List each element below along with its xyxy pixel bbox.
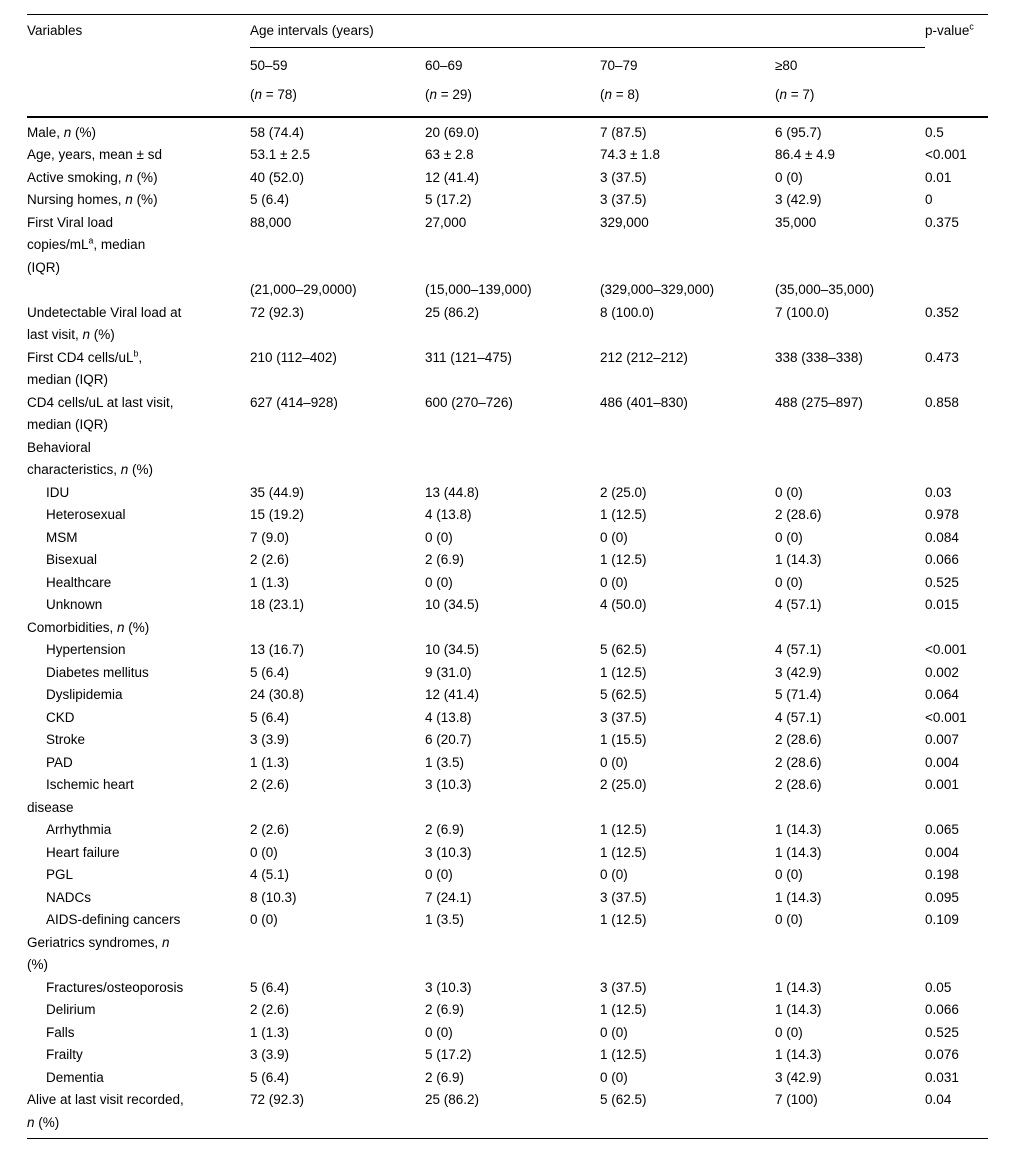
cell-70-79: 0 (0) [600, 867, 628, 882]
cell-70-79: 1 (15.5) [600, 732, 647, 747]
table-row [27, 167, 988, 190]
cell-80plus: 7 (100.0) [775, 304, 830, 320]
cell-50-59 [250, 617, 425, 640]
table-row [27, 482, 988, 505]
cell-80plus: 2 (28.6) [775, 732, 822, 747]
cell-pvalue: 0.525 [925, 574, 959, 590]
cell-80plus: 0 (0) [775, 169, 803, 185]
table-row [27, 189, 988, 212]
cell-60-69: 2 (6.9) [425, 1002, 465, 1017]
cell-80plus: 4 (57.1) [775, 709, 822, 725]
cell-60-69: 0 (0) [425, 529, 453, 545]
cell-70-79: 1 (12.5) [600, 1002, 647, 1017]
table-row [27, 549, 988, 572]
table-row [27, 392, 988, 437]
cell-70-79: 3 (37.5) [600, 889, 647, 905]
cell-60-69: 1 (3.5) [425, 912, 465, 927]
row-label: Frailty [46, 1047, 83, 1062]
cell-50-59: 2 (2.6) [250, 822, 290, 837]
cell-70-79: 1 (12.5) [600, 844, 647, 860]
cell-50-59: 2 (2.6) [250, 777, 290, 792]
cell-60-69: 63 ± 2.8 [425, 147, 474, 162]
cell-60-69: 0 (0) [425, 1024, 453, 1040]
cell-pvalue [925, 932, 988, 977]
cell-60-69: 13 (44.8) [425, 484, 480, 500]
cell-60-69: 25 (86.2) [425, 304, 480, 320]
cell-80plus: 3 (42.9) [775, 192, 822, 207]
cell-pvalue: 0.002 [925, 664, 959, 680]
cell-50-59: 72 (92.3) [250, 304, 305, 320]
table-row [27, 684, 988, 707]
cell-80plus: 4 (57.1) [775, 642, 822, 657]
table-row [27, 1044, 988, 1067]
header-row-groups [27, 15, 988, 48]
cell-80plus: 2 (28.6) [775, 754, 822, 770]
cell-50-59: 5 (6.4) [250, 979, 290, 995]
cell-pvalue: 0.978 [925, 507, 959, 522]
cell-pvalue: 0.858 [925, 394, 959, 410]
row-label: NADCs [46, 889, 92, 905]
cell-60-69: 311 (121–475) [425, 349, 512, 365]
cell-50-59: 18 (23.1) [250, 597, 305, 612]
cell-70-79: 3 (37.5) [600, 709, 647, 725]
cell-50-59: 53.1 ± 2.5 [250, 147, 310, 162]
row-label: CD4 cells/uL at last visit, median (IQR) [27, 394, 174, 432]
row-label: AIDS-defining cancers [46, 912, 181, 927]
cell-80plus [775, 617, 925, 640]
table-row [27, 977, 988, 1000]
table-row [27, 302, 988, 347]
cell-70-79: 0 (0) [600, 1069, 628, 1085]
table-row [27, 819, 988, 842]
row-label: Dyslipidemia [46, 687, 123, 702]
cell-50-59: 15 (19.2) [250, 507, 305, 522]
table-row [27, 887, 988, 910]
col-header-n-60-69: (n = 29) [425, 77, 600, 117]
cell-pvalue: 0.066 [925, 552, 959, 567]
cell-80plus: 1 (14.3) [775, 844, 822, 860]
cell-80plus: 35,000 [775, 214, 817, 230]
cell-60-69 [425, 437, 600, 482]
cell-80plus: 338 (338–338) [775, 349, 863, 365]
header-spacer [925, 47, 988, 77]
row-label: Age, years, mean ± sd [27, 147, 162, 162]
row-label: Arrhythmia [46, 822, 112, 837]
col-header-pvalue: p-value$^c$ [925, 15, 988, 48]
cell-60-69: 9 (31.0) [425, 664, 472, 680]
cell-70-79: 4 (50.0) [600, 597, 647, 612]
cell-50-59: 1 (1.3) [250, 754, 290, 770]
cell-60-69: 2 (6.9) [425, 822, 465, 837]
cell-50-59: (21,000–29,0000) [250, 282, 357, 297]
header-spacer [27, 77, 250, 117]
cell-60-69: 4 (13.8) [425, 507, 472, 522]
cell-pvalue: 0.04 [925, 1089, 988, 1139]
row-label [27, 279, 250, 302]
row-label: CKD [46, 709, 75, 725]
cell-70-79: 1 (12.5) [600, 552, 647, 567]
cell-70-79: 1 (12.5) [600, 822, 647, 837]
table-row [27, 729, 988, 752]
header-spacer [925, 77, 988, 117]
row-label: Alive at last visit recorded, n (%) [27, 1089, 250, 1139]
table-row [27, 279, 988, 302]
section-label: Geriatrics syndromes, n (%) [27, 934, 170, 972]
cell-pvalue: 0.004 [925, 754, 959, 770]
cell-50-59: 24 (30.8) [250, 687, 305, 702]
table-row [27, 572, 988, 595]
cell-60-69: 10 (34.5) [425, 597, 480, 612]
table-row [27, 864, 988, 887]
cell-60-69: 5 (17.2) [425, 192, 472, 207]
header-spacer [27, 47, 250, 77]
cell-50-59: 3 (3.9) [250, 732, 290, 747]
header-row-ranges [27, 47, 988, 77]
table-row [27, 662, 988, 685]
row-label: Stroke [46, 732, 86, 747]
cell-50-59 [250, 437, 425, 482]
table-row [27, 1089, 988, 1139]
cell-50-59: 58 (74.4) [250, 124, 305, 140]
cell-80plus: 488 (275–897) [775, 394, 863, 410]
comparison-table [27, 14, 988, 1139]
cell-pvalue: 0.031 [925, 1069, 959, 1085]
col-header-range-50-59: 50–59 [250, 57, 288, 73]
col-header-range-80plus: ≥80 [775, 57, 798, 73]
cell-60-69: 27,000 [425, 214, 467, 230]
cell-50-59: 5 (6.4) [250, 664, 290, 680]
cell-70-79: 0 (0) [600, 754, 628, 770]
cell-80plus: 1 (14.3) [775, 552, 822, 567]
table-body [27, 117, 988, 1139]
cell-pvalue: 0.5 [925, 124, 944, 140]
row-label: Diabetes mellitus [46, 664, 149, 680]
cell-pvalue: 0.064 [925, 687, 959, 702]
row-label: Unknown [46, 597, 103, 612]
cell-50-59: 0 (0) [250, 912, 278, 927]
cell-70-79 [600, 932, 775, 977]
table-row [27, 842, 988, 865]
row-label: Nursing homes, n (%) [27, 192, 158, 207]
row-label: Heterosexual [46, 507, 126, 522]
row-label: Fractures/osteoporosis [46, 979, 184, 995]
col-header-n-70-79: (n = 8) [600, 77, 775, 117]
cell-70-79: 212 (212–212) [600, 349, 688, 365]
section-row [27, 617, 988, 640]
row-label: Hypertension [46, 642, 126, 657]
cell-pvalue: 0.198 [925, 867, 959, 882]
cell-80plus: 0 (0) [775, 574, 803, 590]
cell-50-59: 1 (1.3) [250, 574, 290, 590]
cell-80plus: 0 (0) [775, 1024, 803, 1040]
cell-80plus: 1 (14.3) [775, 1002, 822, 1017]
cell-70-79: 2 (25.0) [600, 484, 647, 500]
cell-50-59: 5 (6.4) [250, 1069, 290, 1085]
cell-80plus: 1 (14.3) [775, 1047, 822, 1062]
cell-50-59: 2 (2.6) [250, 552, 290, 567]
cell-60-69 [425, 932, 600, 977]
row-label: Male, n (%) [27, 124, 97, 140]
cell-60-69: 3 (10.3) [425, 777, 472, 792]
cell-80plus: 0 (0) [775, 867, 803, 882]
cell-50-59: 13 (16.7) [250, 642, 305, 657]
col-header-range-60-69: 60–69 [425, 57, 463, 73]
row-label: First Viral load copies/$mL^a$, median (IQR) [27, 214, 146, 275]
table-row [27, 594, 988, 617]
cell-pvalue: 0.109 [925, 912, 959, 927]
cell-80plus: 2 (28.6) [775, 777, 822, 792]
table-row [27, 527, 988, 550]
cell-80plus: 6 (95.7) [775, 124, 822, 140]
cell-50-59: 0 (0) [250, 844, 278, 860]
cell-80plus: 86.4 ± 4.9 [775, 147, 835, 162]
row-label: Heart failure [46, 844, 120, 860]
cell-50-59: 627 (414–928) [250, 394, 338, 410]
cell-50-59: 5 (6.4) [250, 709, 290, 725]
cell-50-59: 1 (1.3) [250, 1024, 290, 1040]
cell-pvalue: 0 [925, 192, 933, 207]
cell-70-79: 1 (12.5) [600, 1047, 647, 1062]
cell-pvalue: 0.05 [925, 979, 952, 995]
cell-60-69: 5 (17.2) [425, 1047, 472, 1062]
cell-pvalue: 0.015 [925, 597, 959, 612]
cell-60-69: 0 (0) [425, 574, 453, 590]
cell-70-79: 0 (0) [600, 529, 628, 545]
cell-pvalue [925, 279, 988, 302]
cell-pvalue: 0.007 [925, 732, 959, 747]
cell-80plus: 3 (42.9) [775, 664, 822, 680]
table-row [27, 144, 988, 167]
cell-pvalue: 0.473 [925, 349, 959, 365]
row-label: IDU [46, 484, 70, 500]
cell-60-69: (15,000–139,000) [425, 282, 532, 297]
cell-60-69: 3 (10.3) [425, 979, 472, 995]
cell-80plus: 2 (28.6) [775, 507, 822, 522]
cell-70-79: 5 (62.5) [600, 687, 647, 702]
table-header [27, 15, 988, 117]
cell-50-59: 40 (52.0) [250, 169, 305, 185]
cell-80plus: (35,000–35,000) [775, 282, 875, 297]
cell-70-79: 5 (62.5) [600, 1089, 775, 1139]
row-label: Healthcare [46, 574, 112, 590]
cell-60-69: 6 (20.7) [425, 732, 472, 747]
cell-pvalue [925, 617, 988, 640]
cell-50-59: 7 (9.0) [250, 529, 290, 545]
cell-70-79: 0 (0) [600, 1024, 628, 1040]
table-row [27, 707, 988, 730]
cell-pvalue: 0.525 [925, 1024, 959, 1040]
cell-60-69: 2 (6.9) [425, 1069, 465, 1085]
row-label: PAD [46, 754, 73, 770]
cell-pvalue: 0.065 [925, 822, 959, 837]
cell-70-79: 3 (37.5) [600, 169, 647, 185]
table-row [27, 752, 988, 775]
cell-50-59: 3 (3.9) [250, 1047, 290, 1062]
cell-70-79: 1 (12.5) [600, 912, 647, 927]
cell-pvalue: 0.095 [925, 889, 959, 905]
cell-50-59: 88,000 [250, 214, 292, 230]
cell-60-69: 2 (6.9) [425, 552, 465, 567]
table-row [27, 999, 988, 1022]
header-row-counts [27, 77, 988, 117]
cell-pvalue: 0.001 [925, 777, 959, 792]
cell-70-79: 8 (100.0) [600, 304, 655, 320]
cell-pvalue: 0.01 [925, 169, 952, 185]
cell-70-79: 74.3 ± 1.8 [600, 147, 660, 162]
cell-60-69: 25 (86.2) [425, 1089, 600, 1139]
table-row [27, 774, 988, 819]
cell-80plus: 0 (0) [775, 484, 803, 500]
row-label: First CD4 cells/$uL^b$, median (IQR) [27, 348, 143, 387]
table-row [27, 504, 988, 527]
cell-70-79: 7 (87.5) [600, 124, 647, 140]
cell-60-69: 10 (34.5) [425, 642, 480, 657]
cell-80plus: 3 (42.9) [775, 1069, 822, 1085]
cell-80plus: 1 (14.3) [775, 889, 822, 905]
cell-pvalue [925, 437, 988, 482]
cell-pvalue: 0.084 [925, 529, 959, 545]
cell-pvalue: <0.001 [925, 642, 967, 657]
cell-50-59: 72 (92.3) [250, 1089, 425, 1139]
cell-60-69: 20 (69.0) [425, 124, 480, 140]
cell-60-69: 4 (13.8) [425, 709, 472, 725]
cell-pvalue: <0.001 [925, 147, 967, 162]
cell-70-79: 3 (37.5) [600, 979, 647, 995]
row-label: Delirium [46, 1002, 96, 1017]
cell-50-59 [250, 932, 425, 977]
table-row [27, 1067, 988, 1090]
cell-60-69 [425, 617, 600, 640]
cell-60-69: 12 (41.4) [425, 687, 480, 702]
cell-pvalue: 0.03 [925, 484, 952, 500]
cell-70-79: 2 (25.0) [600, 777, 647, 792]
cell-70-79: 0 (0) [600, 574, 628, 590]
col-header-variables: Variables [27, 15, 250, 48]
cell-50-59: 5 (6.4) [250, 192, 290, 207]
cell-60-69: 600 (270–726) [425, 394, 513, 410]
cell-70-79 [600, 617, 775, 640]
section-row [27, 932, 988, 977]
cell-80plus: 7 (100) [775, 1089, 925, 1139]
table-row [27, 1022, 988, 1045]
cell-60-69: 7 (24.1) [425, 889, 472, 905]
cell-70-79: 5 (62.5) [600, 642, 647, 657]
row-label: Active smoking, n (%) [27, 169, 158, 185]
row-label: Bisexual [46, 552, 98, 567]
col-header-age-intervals: Age intervals (years) [250, 15, 925, 48]
cell-pvalue: 0.375 [925, 214, 959, 230]
cell-70-79: 329,000 [600, 214, 649, 230]
row-label: Ischemic heart disease [27, 777, 134, 815]
cell-70-79: 1 (12.5) [600, 507, 647, 522]
section-label: Behavioral characteristics, n (%) [27, 439, 154, 477]
table-row [27, 347, 988, 392]
table-row [27, 117, 988, 145]
cell-50-59: 4 (5.1) [250, 867, 290, 882]
cell-80plus: 4 (57.1) [775, 597, 822, 612]
cell-50-59: 35 (44.9) [250, 484, 305, 500]
cell-70-79: 1 (12.5) [600, 664, 647, 680]
section-row [27, 437, 988, 482]
cell-pvalue: 0.352 [925, 304, 959, 320]
col-header-n-50-59: (n = 78) [250, 77, 425, 117]
cell-60-69: 0 (0) [425, 867, 453, 882]
cell-80plus [775, 437, 925, 482]
table-row [27, 909, 988, 932]
cell-70-79 [600, 437, 775, 482]
table-row [27, 639, 988, 662]
row-label: MSM [46, 529, 78, 545]
cell-70-79: 486 (401–830) [600, 394, 688, 410]
cell-50-59: 8 (10.3) [250, 889, 297, 905]
cell-80plus: 1 (14.3) [775, 822, 822, 837]
cell-50-59: 210 (112–402) [250, 349, 337, 365]
cell-80plus [775, 932, 925, 977]
cell-pvalue: <0.001 [925, 709, 967, 725]
cell-pvalue: 0.004 [925, 844, 959, 860]
col-header-n-80plus: (n = 7) [775, 77, 925, 117]
cell-80plus: 1 (14.3) [775, 979, 822, 995]
cell-60-69: 3 (10.3) [425, 844, 472, 860]
cell-60-69: 1 (3.5) [425, 754, 465, 770]
row-label: PGL [46, 867, 74, 882]
row-label: Undetectable Viral load at last visit, n (%) [27, 304, 182, 342]
row-label: Dementia [46, 1069, 104, 1085]
cell-70-79: (329,000–329,000) [600, 282, 715, 297]
cell-80plus: 0 (0) [775, 912, 803, 927]
cell-60-69: 12 (41.4) [425, 169, 480, 185]
table-row [27, 212, 988, 280]
col-header-range-70-79: 70–79 [600, 57, 638, 73]
row-label: Falls [46, 1024, 75, 1040]
cell-pvalue: 0.076 [925, 1047, 959, 1062]
section-label: Comorbidities, n (%) [27, 619, 150, 635]
cell-50-59: 2 (2.6) [250, 1002, 290, 1017]
cell-80plus: 0 (0) [775, 529, 803, 545]
cell-80plus: 5 (71.4) [775, 687, 822, 702]
cell-pvalue: 0.066 [925, 1002, 959, 1017]
cell-70-79: 3 (37.5) [600, 192, 647, 207]
